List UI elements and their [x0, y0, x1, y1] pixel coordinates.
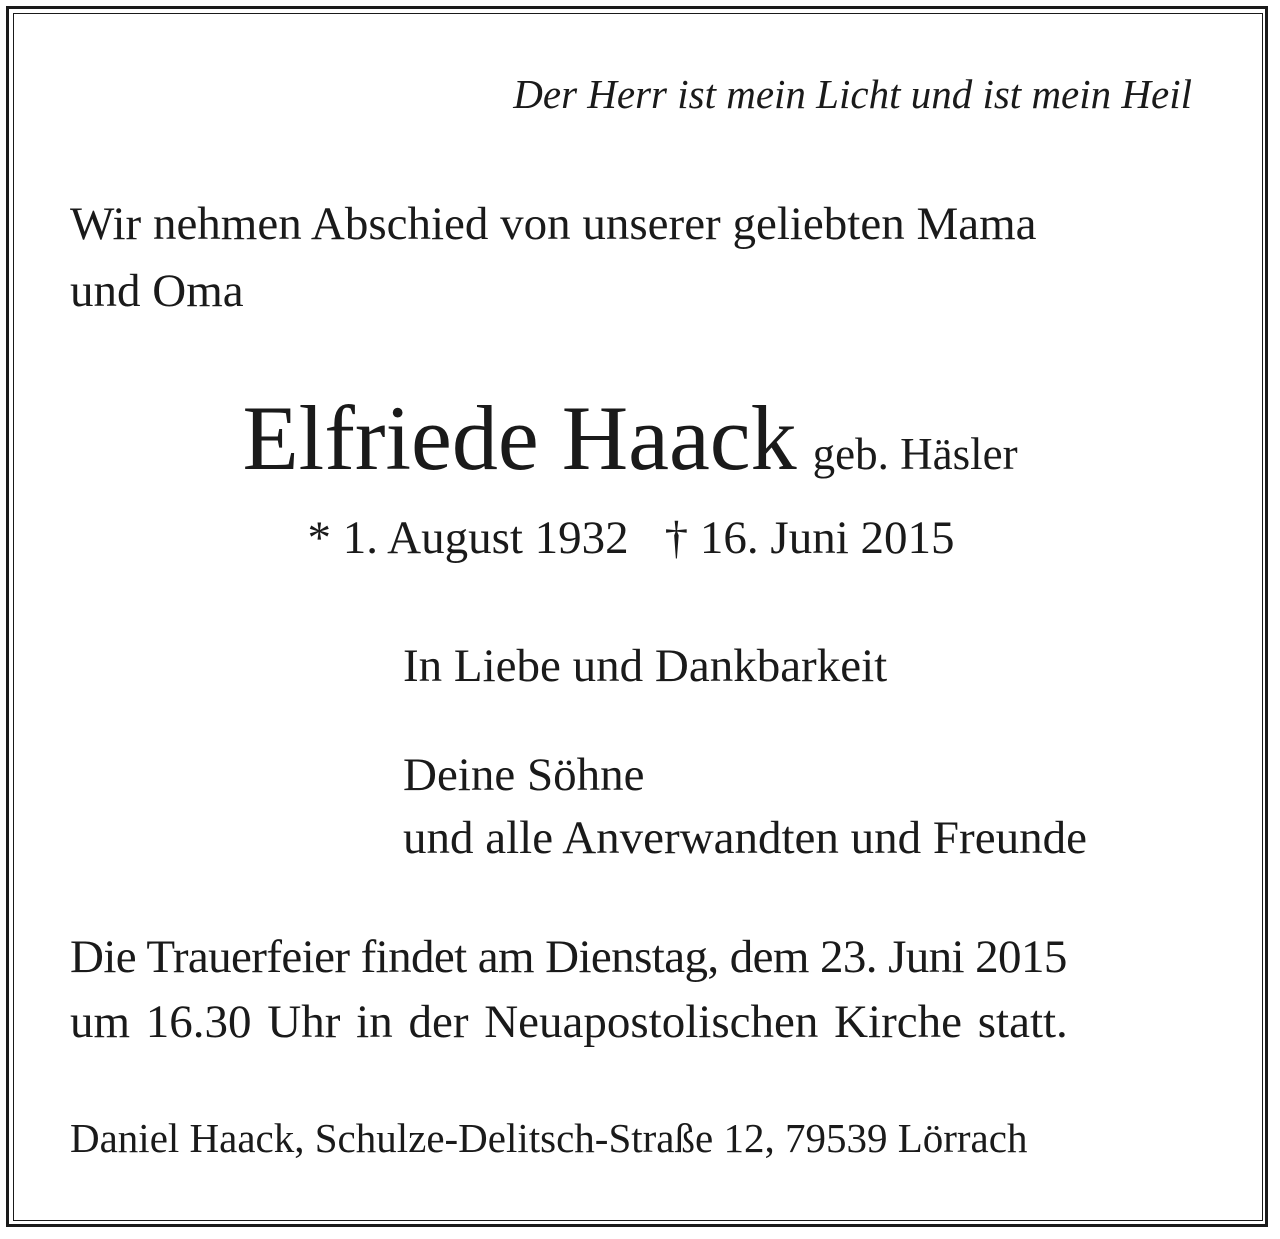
life-dates — [0, 512, 1262, 564]
dedication: In Liebe und Dankbarkeit — [403, 640, 888, 692]
death-date: † 16. Juni 2015 — [664, 512, 955, 564]
contact-address: Daniel Haack, Schulze-Delitsch-Straße 12, 79539 Lörrach — [70, 1115, 1028, 1161]
mourners-line-1: Deine Söhne — [403, 749, 645, 801]
intro-line-1: Wir nehmen Abschied von unserer geliebten Mama — [70, 198, 1037, 250]
mourners-line-2: und alle Anverwandten und Freunde — [403, 812, 1087, 864]
service-line-1: Die Trauerfeier findet am Dienstag, dem 23. Juni 2015 — [70, 931, 1067, 983]
motto: Der Herr ist mein Licht und ist mein Heil — [513, 71, 1192, 117]
maiden-name: geb. Häsler — [812, 429, 1018, 479]
deceased-name: Elfriede Haack — [242, 387, 797, 489]
intro-line-2: und Oma — [70, 265, 244, 317]
name-row — [0, 387, 1260, 489]
birth-date: * 1. August 1932 — [307, 512, 629, 564]
service-line-2: um 16.30 Uhr in der Neuapostolischen Kirche statt. — [70, 996, 1068, 1048]
